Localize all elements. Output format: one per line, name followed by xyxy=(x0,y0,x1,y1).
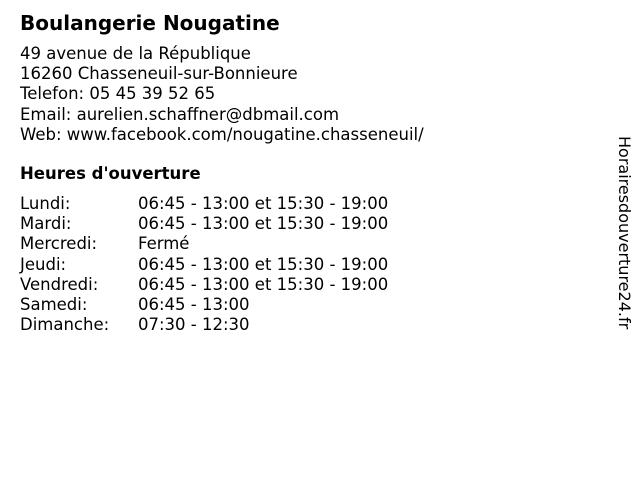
hours-row-monday xyxy=(20,194,388,214)
business-name: Boulangerie Nougatine xyxy=(20,11,280,35)
day-hours: 06:45 - 13:00 et 15:30 - 19:00 xyxy=(138,214,389,234)
hours-row-thursday xyxy=(20,255,388,275)
day-hours: 06:45 - 13:00 et 15:30 - 19:00 xyxy=(138,254,389,274)
day-label: Dimanche: xyxy=(20,315,110,335)
day-label: Vendredi: xyxy=(20,274,99,294)
hours-row-friday xyxy=(20,275,388,295)
day-label: Mercredi: xyxy=(20,234,98,254)
hours-row-saturday xyxy=(20,295,388,315)
day-label: Samedi: xyxy=(20,294,88,314)
hours-row-sunday xyxy=(20,315,388,335)
day-hours: 06:45 - 13:00 et 15:30 - 19:00 xyxy=(138,274,389,294)
day-hours: 06:45 - 13:00 et 15:30 - 19:00 xyxy=(138,194,389,213)
web-line: Web: www.facebook.com/nougatine.chasseneuil/ xyxy=(20,124,424,144)
contact-block xyxy=(20,44,424,145)
day-hours: Fermé xyxy=(138,234,190,254)
watermark-text: Horairesdouverture24.fr xyxy=(615,136,634,330)
hours-row-tuesday xyxy=(20,214,388,234)
hours-heading: Heures d'ouverture xyxy=(20,164,201,183)
day-label: Lundi: xyxy=(20,194,71,213)
day-hours: 06:45 - 13:00 xyxy=(138,294,250,314)
address-city: 16260 Chasseneuil-sur-Bonnieure xyxy=(20,64,298,84)
day-hours: 07:30 - 12:30 xyxy=(138,315,250,335)
email-line: Email: aurelien.schaffner@dbmail.com xyxy=(20,104,340,124)
address-street: 49 avenue de la République xyxy=(20,44,251,63)
hours-table xyxy=(20,194,388,335)
hours-row-wednesday xyxy=(20,234,388,254)
day-label: Jeudi: xyxy=(20,254,67,274)
phone-line: Telefon: 05 45 39 52 65 xyxy=(20,84,216,104)
day-label: Mardi: xyxy=(20,214,72,234)
watermark xyxy=(612,136,636,376)
